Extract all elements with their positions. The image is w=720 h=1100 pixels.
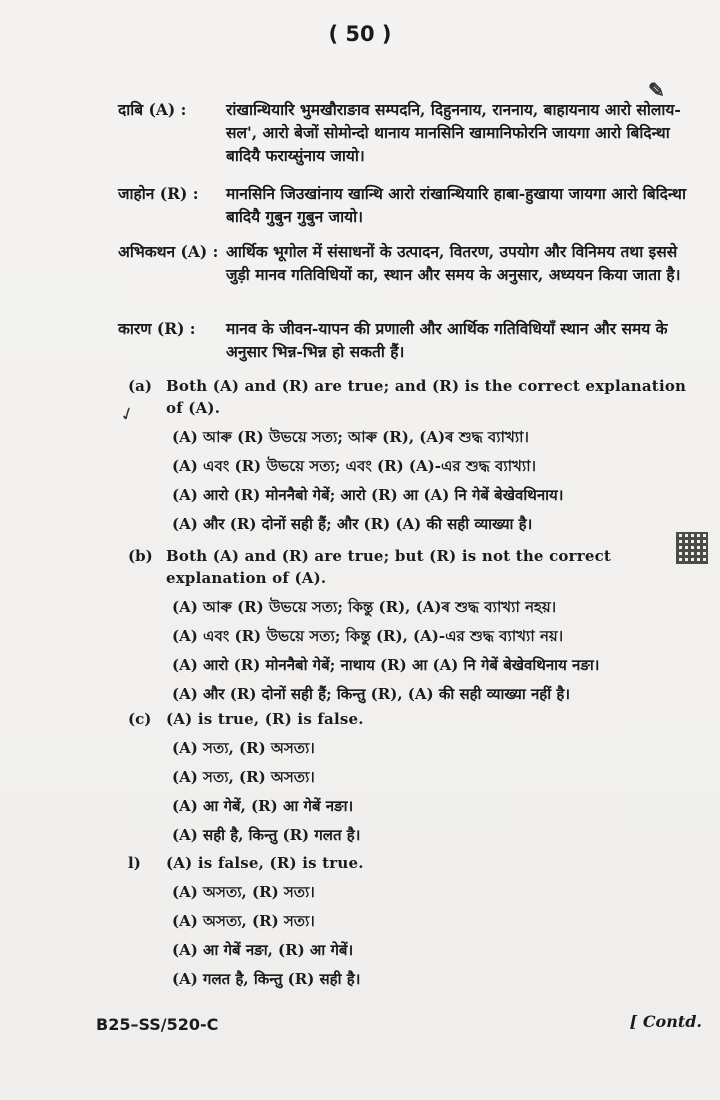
statement-reason-bodo: [118, 182, 688, 228]
handwritten-tick-icon: ✓: [116, 402, 139, 427]
option-english-text: (A) is true, (R) is false.: [166, 710, 364, 728]
statement-label: कारण (R) :: [118, 319, 196, 338]
option-c[interactable]: [128, 708, 688, 850]
option-translation-assamese: (A) আৰু (R) উভয়ে সত্য; আৰু (R), (A)ৰ শুদ্ধ ব্যাখ্যা।: [172, 428, 529, 446]
continued-note: [ Contd.: [629, 1012, 702, 1031]
statement-text: रांखान्थियारि भुमखौराङाव सम्पदनि, दिहुननाय, राननाय, बाहायनाय आरो सोलाय-सल', आरो बेजों सोमोन्दो थानाय मानसिनि खामानिफोरनि जायगा आरो बिदिन्था बादियै फराय्सुंनाय जायो।: [226, 100, 681, 165]
option-translation-bodo: (A) आरो (R) मोननैबो गेबें; आरो (R) आ (A) नि गेबें बेखेवथिनाय।: [172, 486, 564, 504]
statement-text: मानसिनि जिउखांनाय खान्थि आरो रांखान्थियारि हाबा-हुखाया जायगा आरो बिदिन्था बादियै गुबुन गुबुन जायो।: [226, 184, 686, 226]
option-letter: (c): [128, 710, 152, 728]
statement-label: जाहोन (R) :: [118, 184, 199, 203]
option-translation-hindi: (A) और (R) दोनों सही हैं; किन्तु (R), (A) की सही व्याख्या नहीं है।: [172, 685, 570, 703]
option-translation-assamese: (A) আৰু (R) উভয়ে সত্য; কিন্তু (R), (A)ৰ শুদ্ধ ব্যাখ্যা নহয়।: [172, 598, 557, 616]
statement-assertion-hindi: [118, 240, 688, 286]
statement-text: मानव के जीवन-यापन की प्रणाली और आर्थिक गतिविधियाँ स्थान और समय के अनुसार भिन्न-भिन्न हो सकती हैं।: [226, 319, 668, 361]
option-letter: l): [128, 854, 141, 872]
paper-code: B25–SS/520-C: [96, 1015, 219, 1034]
option-letter: (b): [128, 547, 153, 565]
option-translation-hindi: (A) और (R) दोनों सही हैं; और (R) (A) की सही व्याख्या है।: [172, 515, 533, 533]
option-translation-bengali: (A) অসত্য, (R) সত্য।: [172, 912, 315, 930]
option-translation-bodo: (A) आ गेबें नङा, (R) आ गेबें।: [172, 941, 354, 959]
statement-label: दाबि (A) :: [118, 100, 187, 119]
option-translation-assamese: (A) অসত্য, (R) সত্য।: [172, 883, 315, 901]
option-english-text: Both (A) and (R) are true; but (R) is not the correct explanation of (A).: [166, 547, 612, 587]
option-translation-bodo: (A) आ गेबें, (R) आ गेबें नङा।: [172, 797, 354, 815]
option-english-text: Both (A) and (R) are true; and (R) is the correct explanation of (A).: [166, 377, 687, 417]
option-d[interactable]: [128, 852, 688, 994]
statement-text: आर्थिक भूगोल में संसाधनों के उत्पादन, वितरण, उपयोग और विनिमय तथा इससे जुड़ी मानव गतिविधियों का, स्थान और समय के अनुसार, अध्ययन किया जाता है।: [226, 242, 681, 284]
option-english-text: (A) is false, (R) is true.: [166, 854, 364, 872]
option-translation-bengali: (A) এবং (R) উভয়ে সত্য; কিন্তু (R), (A)-এর শুদ্ধ ব্যাখ্যা নয়।: [172, 627, 564, 645]
option-letter: (a): [128, 377, 152, 395]
option-translation-bengali: (A) এবং (R) উভয়ে সত্য; এবং (R) (A)-এর শুদ্ধ ব্যাখ্যা।: [172, 457, 536, 475]
option-b[interactable]: [128, 545, 688, 709]
statement-assertion-bodo: [118, 98, 688, 167]
option-translation-bodo: (A) आरो (R) मोननैबो गेबें; नाथाय (R) आ (A) नि गेबें बेखेवथिनाय नङा।: [172, 656, 600, 674]
page-number: ( 50 ): [328, 22, 392, 46]
option-translation-bengali: (A) সত্য, (R) অসত্য।: [172, 768, 315, 786]
option-translation-hindi: (A) गलत है, किन्तु (R) सही है।: [172, 970, 361, 988]
statement-reason-hindi: [118, 317, 688, 363]
option-translation-hindi: (A) सही है, किन्तु (R) गलत है।: [172, 826, 361, 844]
statement-label: अभिकथन (A) :: [118, 242, 219, 261]
option-a[interactable]: [128, 375, 688, 539]
margin-handwriting-mark: ✎: [648, 78, 665, 102]
option-translation-assamese: (A) সত্য, (R) অসত্য।: [172, 739, 315, 757]
